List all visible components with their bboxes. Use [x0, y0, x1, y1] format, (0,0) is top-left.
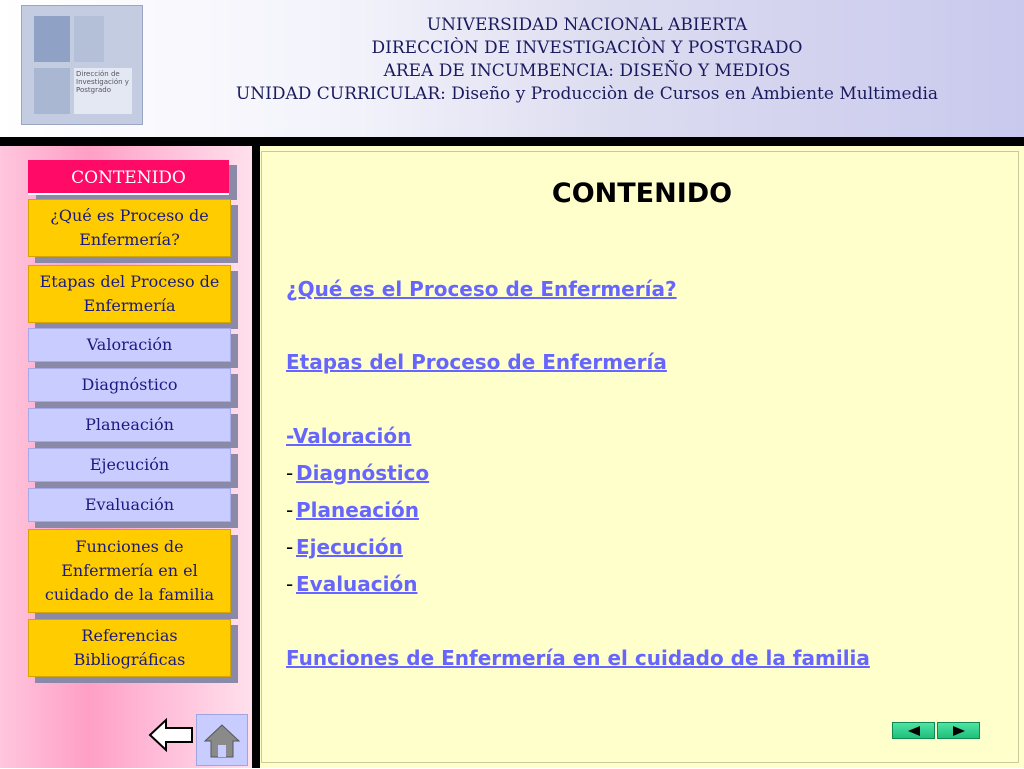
university-logo: [21, 5, 143, 125]
menu-item-valoracion[interactable]: Valoración: [28, 328, 231, 362]
link-funciones[interactable]: Funciones de Enfermería en el cuidado de la familia: [286, 646, 870, 670]
header-banner: [0, 0, 1024, 137]
home-icon[interactable]: [196, 714, 248, 766]
dash-ejecucion: -: [286, 535, 294, 559]
menu-header-contenido: CONTENIDO: [28, 160, 229, 195]
dash-evaluacion: -: [286, 572, 294, 596]
link-que-es-proceso[interactable]: ¿Qué es el Proceso de Enfermería?: [286, 277, 677, 301]
header-line-course: UNIDAD CURRICULAR: Diseño y Producciòn de Cursos en Ambiente Multimedia: [235, 84, 939, 104]
page-title: CONTENIDO: [551, 178, 733, 209]
header-line-university: UNIVERSIDAD NACIONAL ABIERTA: [426, 15, 748, 35]
header-line-area: AREA DE INCUMBENCIA: DISEÑO Y MEDIOS: [383, 61, 791, 81]
menu-item-que-es-proceso[interactable]: ¿Qué es Proceso de Enfermería?: [28, 199, 231, 257]
link-diagnostico[interactable]: Diagnóstico: [296, 461, 430, 485]
header-divider: [0, 137, 1024, 146]
menu-item-ejecucion[interactable]: Ejecución: [28, 448, 231, 482]
header-titles: [150, 14, 1024, 106]
menu-item-diagnostico[interactable]: Diagnóstico: [28, 368, 231, 402]
menu-item-evaluacion[interactable]: Evaluación: [28, 488, 231, 522]
dash-diagnostico: -: [286, 461, 294, 485]
content-panel: [257, 146, 1024, 768]
triangle-right-icon: [952, 726, 966, 736]
logo-text: Dirección de Investigación y Postgrado: [76, 70, 129, 94]
triangle-left-icon: [907, 726, 921, 736]
link-etapas[interactable]: Etapas del Proceso de Enfermería: [286, 350, 667, 374]
back-arrow-icon[interactable]: [148, 716, 194, 754]
link-planeacion[interactable]: Planeación: [296, 498, 419, 522]
menu-item-referencias[interactable]: Referencias Bibliográficas: [28, 619, 231, 677]
prev-button[interactable]: [892, 722, 935, 739]
next-button[interactable]: [937, 722, 980, 739]
prev-next-nav: [892, 722, 980, 739]
dash-planeacion: -: [286, 498, 294, 522]
menu-item-funciones[interactable]: Funciones de Enfermería en el cuidado de la familia: [28, 529, 231, 613]
menu-item-planeacion[interactable]: Planeación: [28, 408, 231, 442]
menu-item-etapas[interactable]: Etapas del Proceso de Enfermería: [28, 265, 231, 323]
link-ejecucion[interactable]: Ejecución: [296, 535, 403, 559]
link-valoracion[interactable]: -Valoración: [286, 424, 412, 448]
link-evaluacion[interactable]: Evaluación: [296, 572, 418, 596]
header-line-direction: DIRECCIÒN DE INVESTIGACIÒN Y POSTGRADO: [371, 38, 803, 58]
